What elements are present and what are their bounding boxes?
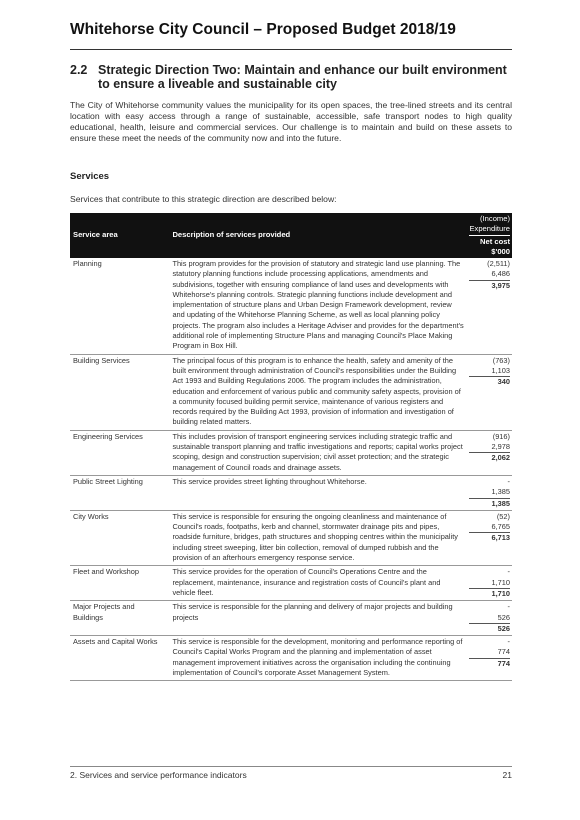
cost-cell: [467, 636, 512, 681]
column-header-income: (Income): [480, 214, 510, 223]
cost-cell: [467, 430, 512, 475]
cost-cell: [467, 601, 512, 636]
net-cost-value: 2,062: [469, 452, 510, 463]
header-divider: [70, 49, 512, 50]
section-title: Strategic Direction Two: Maintain and enhance our built environment to ensure a liveable and sustainable city: [98, 63, 507, 91]
expenditure-value: 1,103: [491, 365, 510, 375]
net-cost-value: 774: [469, 658, 510, 669]
table-header-row: [70, 213, 512, 258]
service-area-cell: Major Projects and Buildings: [70, 601, 169, 636]
expenditure-value: 1,710: [491, 577, 510, 587]
service-area-cell: Assets and Capital Works: [70, 636, 169, 681]
service-area-cell: Planning: [70, 258, 169, 354]
cost-cell: [467, 258, 512, 354]
cost-cell: [467, 475, 512, 510]
income-value: -: [507, 567, 510, 577]
expenditure-value: 526: [497, 612, 510, 622]
service-area-cell: Fleet and Workshop: [70, 566, 169, 601]
net-cost-value: 1,710: [469, 588, 510, 599]
service-area-cell: Building Services: [70, 354, 169, 430]
cost-cell: [467, 354, 512, 430]
income-value: -: [507, 476, 510, 486]
table-row: [70, 510, 512, 565]
footer-divider: [70, 766, 512, 767]
table-row: [70, 601, 512, 636]
service-area-cell: City Works: [70, 510, 169, 565]
column-header-unit: $'000: [491, 247, 510, 256]
footer-section-label: 2. Services and service performance indicators: [70, 770, 247, 780]
expenditure-value: 6,765: [491, 522, 510, 532]
table-row: [70, 430, 512, 475]
table-row: [70, 475, 512, 510]
service-description-cell: This includes provision of transport engineering services including strategic traffic and sustainable transport planning and traffic investigations and reports; capital works project scoping, design and construction supervision; civil asset protection; and the strategic management of Council roads and drainage assets.: [169, 430, 467, 475]
section-number: 2.2: [70, 63, 88, 77]
table-row: [70, 636, 512, 681]
table-row: [70, 258, 512, 354]
cost-cell: [467, 566, 512, 601]
table-row: [70, 566, 512, 601]
service-description-cell: This service provides for the operation of Council's Operations Centre and the replacement, maintenance, insurance and registration costs of Council's plant and vehicle fleet.: [169, 566, 467, 601]
column-header-net-cost: Net cost: [469, 235, 510, 247]
page-header-title: Whitehorse City Council – Proposed Budget 2018/19: [70, 21, 456, 38]
net-cost-value: 1,385: [469, 498, 510, 509]
column-header-expenditure: Expenditure: [469, 224, 510, 233]
services-heading: Services: [70, 171, 110, 182]
income-value: (2,511): [487, 259, 510, 268]
column-header-cost: [467, 213, 512, 258]
table-body: [70, 258, 512, 681]
service-description-cell: This service is responsible for the development, monitoring and performance reporting of Council's Capital Works Program and the planning and implementation of asset management improvement initiatives across the organisation including the continuing implementation of Council's corporate Asset Management System.: [169, 636, 467, 681]
expenditure-value: 6,486: [491, 269, 510, 279]
expenditure-value: 1,385: [491, 487, 510, 497]
table-row: [70, 354, 512, 430]
intro-paragraph: The City of Whitehorse community values the municipality for its open spaces, the tree-lined streets and its central location with easy access through a range of sustainable, accessible, safe transport nodes to high quality educational, health, leisure and commercial services. Our challenge is to maintain and build on these assets to ensure these meet the needs of the community now and into the future.: [70, 100, 512, 143]
service-area-cell: Engineering Services: [70, 430, 169, 475]
services-intro: Services that contribute to this strategic direction are described below:: [70, 194, 337, 204]
service-description-cell: The principal focus of this program is to enhance the health, safety and amenity of the built environment through administration of Council's responsibilities under the Building Act 1993 and Building Regulations 2006. The program includes the administration, education and enforcement of various public and community safety aspects, provision of a community focused building permit service, maintenance of various registers and records required by the Building Act 1993, provision of information and investigation of building related matters.: [169, 354, 467, 430]
income-value: (52): [496, 511, 510, 521]
income-value: (763): [492, 355, 510, 365]
net-cost-value: 526: [469, 623, 510, 634]
income-value: -: [507, 602, 510, 612]
service-description-cell: This program provides for the provision of statutory and strategic land use planning. The statutory planning functions include processing applications, amendments and subdivisions, together with ensuring compliance of land uses and developments with Whitehorse's planning controls. Strategic planning functions include development and implementation of structure plans and Urban Design Framework development, review and updating of the Whitehorse Planning Scheme, as well as local planning policy projects. The program also includes a Heritage Adviser and provides for the department's additional role of implementing Structure Plans and managing Council's Place Making Program in Box Hill.: [169, 258, 467, 354]
net-cost-value: 340: [469, 376, 510, 387]
section-heading: [70, 63, 514, 91]
column-header-description: Description of services provided: [169, 213, 467, 258]
cost-cell: [467, 510, 512, 565]
net-cost-value: 3,975: [469, 280, 510, 291]
service-description-cell: This service is responsible for the planning and delivery of major projects and building projects: [169, 601, 467, 636]
expenditure-value: 2,978: [491, 442, 510, 452]
service-description-cell: This service is responsible for ensuring the ongoing cleanliness and maintenance of Council's roads, footpaths, kerb and channel, stormwater drainage pits and pipes, roadside furniture, bridges, path structures and shopping centres within the municipality including street sweeping, litter bin collection, removal of dumped rubbish and the provision of an afterhours emergency response service.: [169, 510, 467, 565]
page-number: 21: [502, 770, 512, 780]
service-description-cell: This service provides street lighting throughout Whitehorse.: [169, 475, 467, 510]
expenditure-value: 774: [497, 647, 510, 657]
column-header-service-area: Service area: [70, 213, 169, 258]
service-area-cell: Public Street Lighting: [70, 475, 169, 510]
net-cost-value: 6,713: [469, 532, 510, 543]
services-table: [70, 213, 512, 681]
income-value: (916): [492, 431, 510, 441]
income-value: -: [507, 637, 510, 647]
